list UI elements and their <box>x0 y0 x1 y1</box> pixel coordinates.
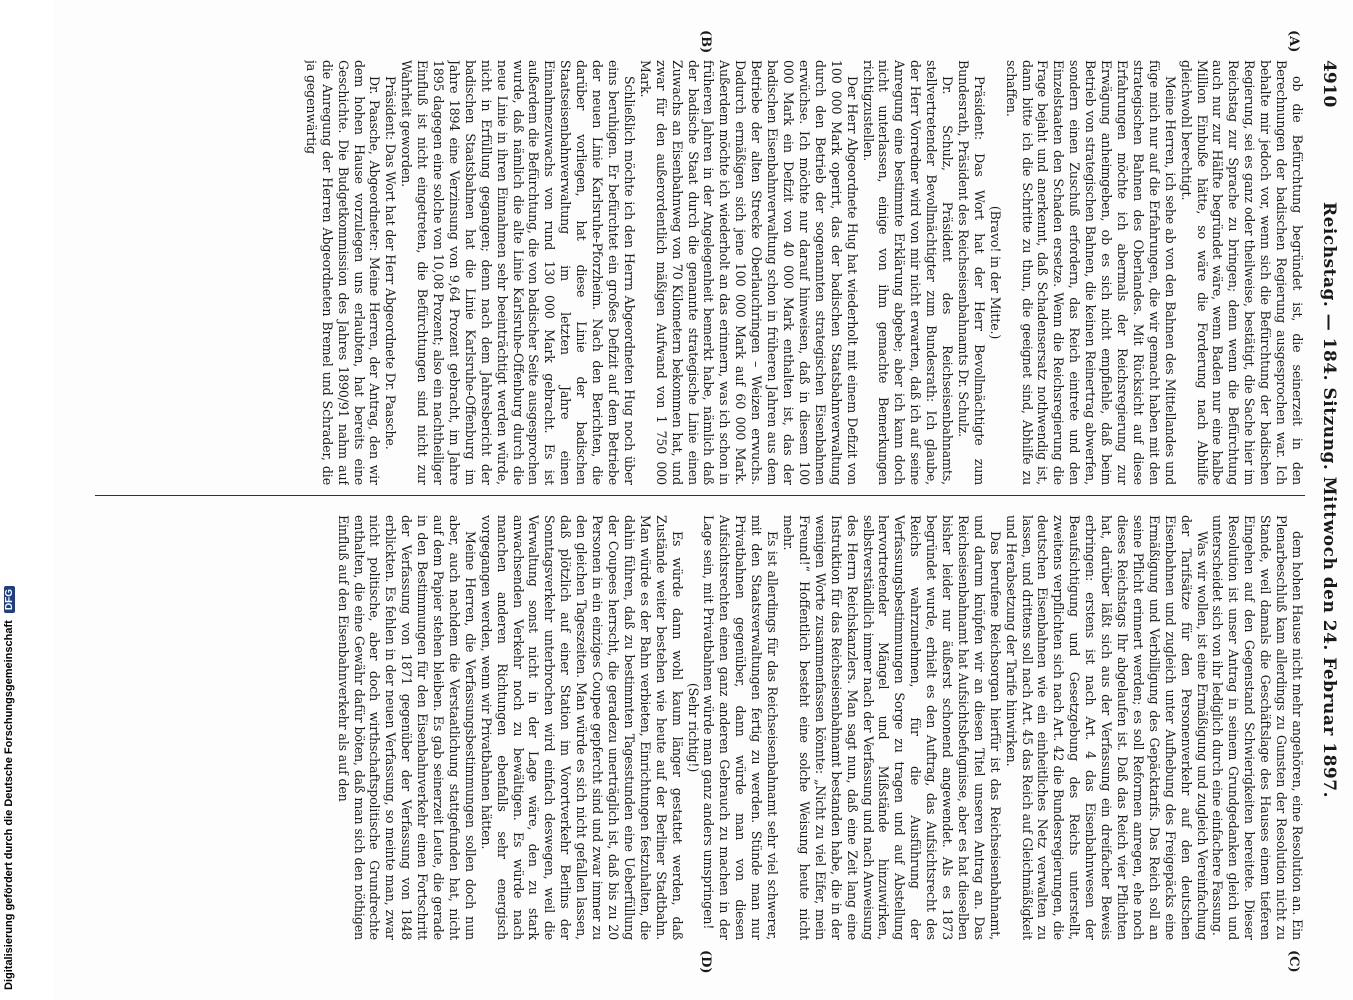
paragraph: Dr. Paasche, Abgeordneter: Meine Herren, der Antrag, den wir dem hohen Hause vorzulegen uns erlaubten, hat bereits eine Geschichte. Die Budgetkommission des Jahres 1890/91 nahm auf die Anregung der Herren Abgeordneten Bremel und Schrader, die ja gegenwärtig <box>303 60 383 485</box>
funding-notice <box>3 586 15 990</box>
interjection: (Bravo! in der Mitte.) <box>987 205 1003 340</box>
paragraph: Es ist allerdings für das Reichseisenbahnamt sehr viel schwerer, mit den Staatsverwaltungen fertig zu werden. Stünde man nur Privatbahnen gegenüber, dann würde man von diesen Aufsichtsrechten einen ganz anderen Gebrauch zu machen in der Lage sein, mit Privatbahnen würde man ganz anders umspringen! <box>701 515 781 940</box>
funding-notice-text: Digitalisierung gefördert durch die Deutsche Forschungsgemeinschaft <box>3 620 15 990</box>
document-page <box>53 0 1353 1000</box>
margin-mark-c: (C) <box>1286 950 1301 973</box>
paragraph: Präsident: Das Wort hat der Herr Bevollmächtigte zum Bundesrath, Präsident des Reichseisenbahnamts Dr. Schulz. <box>955 60 987 485</box>
margin-mark-a: (A) <box>1286 30 1301 53</box>
paragraph: Der Herr Abgeordnete Hug hat wiederholt mit einem Defizit von 100 000 Mark operirt, das der badischen Staatsbahnverwaltung durch den Betrieb der sogenannten strategischen Eisenbahnen erwüchse. Ich möchte nur darauf hinweisen, daß in diesem 100 000 Mark ein Defizit von 40 000 Mark enthalten ist, das der badischen Eisenbahnverwaltung schon in früheren Jahren aus dem Betriebe der alten Strecke Oberlauchringen – Weizen erwuchs. Dadurch ermäßigen sich jene 100 000 Mark auf 60 000 Mark. Außerdem möchte ich wiederholt an das erinnern, was ich schon in früheren Jahren in der Angelegenheit bemerkt habe, nämlich daß der badische Staat durch die genannte strategische Linie einen Zuwachs an Eisenbahnweg von 70 Kilometern bekommen hat, und zwar für den außerordentlich mäßigen Aufwand von 1 750 000 Mark. <box>637 60 860 485</box>
sidebar <box>0 0 20 1000</box>
running-head: Reichstag. — 184. Sitzung. Mittwoch den 24. Februar 1897. <box>1319 201 1339 799</box>
page-header <box>1313 60 1343 940</box>
dfg-logo: DFG <box>4 586 15 613</box>
interjection: (Sehr richtig!) <box>685 682 701 773</box>
page-number: 4910 <box>1319 60 1339 108</box>
paragraph: Schließlich möchte ich den Herrn Abgeordneten Hug noch über eins beruhigen. Er befürchtet ein großes Defizit auf dem Betriebe der neuen Linie Karlsruhe-Pforzheim. Nach den Berichten, die darüber vorliegen, hat diese Linie der badischen Staatseisenbahnverwaltung im letzten Jahre einen Einnahmezuwachs von rund 130 000 Mark gebracht. Es ist außerdem die Befürchtung, die von badischer Seite ausgesprochen wurde, daß nämlich die alte Linie Karlsruhe-Offenburg durch die neue Linie in ihren Einnahmen sehr beeinträchtigt werden würde, nicht in Erfüllung gegangen; denn nach dem Jahresbericht der badischen Staatsbahnen hat die Linie Karlsruhe-Offenburg im Jahre 1894 eine Verzinsung von 9,64 Prozent gebracht, im Jahre 1895 dagegen eine solche von 10,08 Prozent; also ein nachtheiliger Einfluß ist nicht eingetreten, die Befürchtungen sind nicht zur Wahrheit geworden. <box>399 60 637 485</box>
right-column <box>95 515 1305 940</box>
paragraph: Meine Herren, die Verfassungsbestimmungen sollen doch nun aber, auch nachdem die Verstaatlichung stattgefunden hat, nicht auf dem Papier stehen bleiben. Es gab seinerzeit Leute, die gerade in den Bestimmungen für den Eisenbahnverkehr einen Fortschritt der Verfassung von 1871 gegenüber der Verfassung von 1848 erblickten. Es fehlen in der neuen Verfassung, so meinte man, zwar nicht politische, aber doch wirthschaftspolitische Grundrechte enthalten, die eine Gewähr dafür böten, daß man sich den nöthigen Einfluß auf den Eisenbahnverkehr als auf den <box>335 515 478 940</box>
paragraph: Dr. Schulz, Präsident des Reichseisenbahnamts, stellvertretender Bevollmächtigter zum Bundesrath: Ich glaube, der Herr Vorredner wird von mir nicht erwarten, daß ich auf seine Anregung eine bestimmte Erklärung abgebe; aber ich kann doch nicht unterlassen, einige von ihm gemachte Bemerkungen richtigzustellen. <box>860 60 956 485</box>
margin-mark-d: (D) <box>698 950 713 974</box>
paragraph: Meine Herren, ich sehe ab von den Bahnen des Mittellandes und füge mich nur auf die Erfahrungen, die wir gemacht haben mit den strategischen Bahnen des Oberlandes. Mit Rücksicht auf diese Erfahrungen möchte ich abermals der Reichsregierung zur Erwägung anheimgeben, ob es sich nicht empfiehle, daß beim Betrieb von strategischen Bahnen, die keinen Reinertrag abwerfen, sondern einen Zuschuß erfordern, das Reich eintrete und den Einzelstaaten den Schaden ersetze. Wenn die Reichsregierung die Frage bejaht und anerkennt, daß Schadensersatz nothwendig ist, dann bitte ich die Schritte zu thun, die geeignet sind, Abhilfe zu schaffen. <box>1003 60 1178 485</box>
paragraph: ob die Befürchtung begründet ist, die seinerzeit in den Berechnungen der badischen Regierung ausgesprochen war. Ich behalte mir jedoch vor, wenn sich die Befürchtung der badischen Regierung, sei es ganz oder theilweise, bestätigt, die Sache hier im Reichstag zur Sprache zu bringen; denn wenn die Befürchtung auch nur zur Hälfte begründet wäre, wenn Baden nur eine halbe Million Einbuße hätte, so wäre die Forderung nach Abhilfe gleichwohl berechtigt. <box>1178 60 1305 485</box>
paragraph: Es würde dann wohl kaum länger gestattet werden, daß Zustände weiter bestehen wie heute auf der Berliner Stadtbahn. Man würde es der Bahn verbieten, Einrichtungen festzuhalten, die dahin führen, daß zu bestimmten Tagesstunden eine Ueberfüllung der Coupees herrscht, die geradezu unerträglich ist, daß bis zu 20 Personen in ein einziges Coupee gepfercht sind und zwar immer zu den gleichen Tageszeiten. Man würde es sich nicht gefallen lassen, daß plötzlich auf einer Station im Vorortverkehr Berlins der Sonntagsverkehr unterbrochen wird einfach deswegen, weil die Verwaltung sonst nicht in der Lage wäre, den zu stark anwachsenden Verkehr noch zu bewältigen. Es würde nach manchen anderen Richtungen ebenfalls sehr energisch vorgegangen werden, wenn wir Privatbahnen hätten. <box>478 515 685 940</box>
paragraph: Präsident: Das Wort hat der Herr Abgeordnete Dr. Paasche. <box>383 76 399 450</box>
column-divider <box>95 495 1305 496</box>
paragraph: Was wir wollen, ist eine Ermäßigung und zugleich Vereinfachung der Tarifsätze für den Personenverkehr auf den deutschen Eisenbahnen und zugleich unter Aufhebung des Freigepäcks eine Ermäßigung und Verbilligung des Gepäcktarifs. Das Reich soll an seine Pflicht erinnert werden; es soll Reformen anregen, ehe noch dieses Reichstags Ihr abgelaufen ist. Daß das Reich vier Pflichten hat, darüber läßt sich aus der Verfassung ein dreifacher Beweis erbringen: erstens ist nach Art. 4 das Eisenbahnwesen der Beaufsichtigung und Gesetzgebung des Reichs unterstellt, zweitens verpflichten sich nach Art. 42 die Bundesregierungen, die deutschen Eisenbahnen wie ein einheitliches Netz verwalten zu lassen, und drittens soll nach Art. 45 das Reich auf Gleichmäßigkeit und Herabsetzung der Tarife hinwirken. <box>1003 515 1210 940</box>
paragraph: Das berufene Reichsorgan hierfür ist das Reichseisenbahnamt, und darum knüpfen wir an diesen Titel unseren Antrag an. Das Reichseisenbahnamt hat Aufsichtsbefugnisse, aber es hat dieselben bisher leider nur äußerst schonend angewendet. Als es 1873 begründet wurde, erhielt es den Auftrag, das Aufsichtsrecht des Reichs wahrzunehmen, für die Ausführung der Verfassungsbestimmungen Sorge zu tragen und auf Abstellung hervortretender Mängel und Mißstände hinzuwirken, selbstverständlich immer nach der Verfassung und nach Anweisung des Herrn Reichskanzlers. Man sagt nun, daß eine Zeit lang eine Instruktion für das Reichseisenbahnamt bestanden habe, die in der wenigen Worte zusammenfassen könnte: „Nicht zu viel Eifer, mein Freund!“ Hoffentlich besteht eine solche Weisung heute nicht mehr. <box>781 515 1003 940</box>
paragraph: dem hohen Hause nicht mehr angehören, eine Resolution an. Ein Plenarbeschluß kam allerdings zu Gunsten der Resolution nicht zu Stande, weil damals die Geschäftslage des Hauses einem tieferen Eingehen auf den Gegenstand Schwierigkeiten bereitete. Dieser Resolution ist unser Antrag in seinem Grundgedanken gleich und unterscheidet sich von ihr lediglich durch eine einfachere Fassung. <box>1210 515 1305 940</box>
margin-mark-b: (B) <box>698 30 713 54</box>
left-column <box>95 60 1305 485</box>
